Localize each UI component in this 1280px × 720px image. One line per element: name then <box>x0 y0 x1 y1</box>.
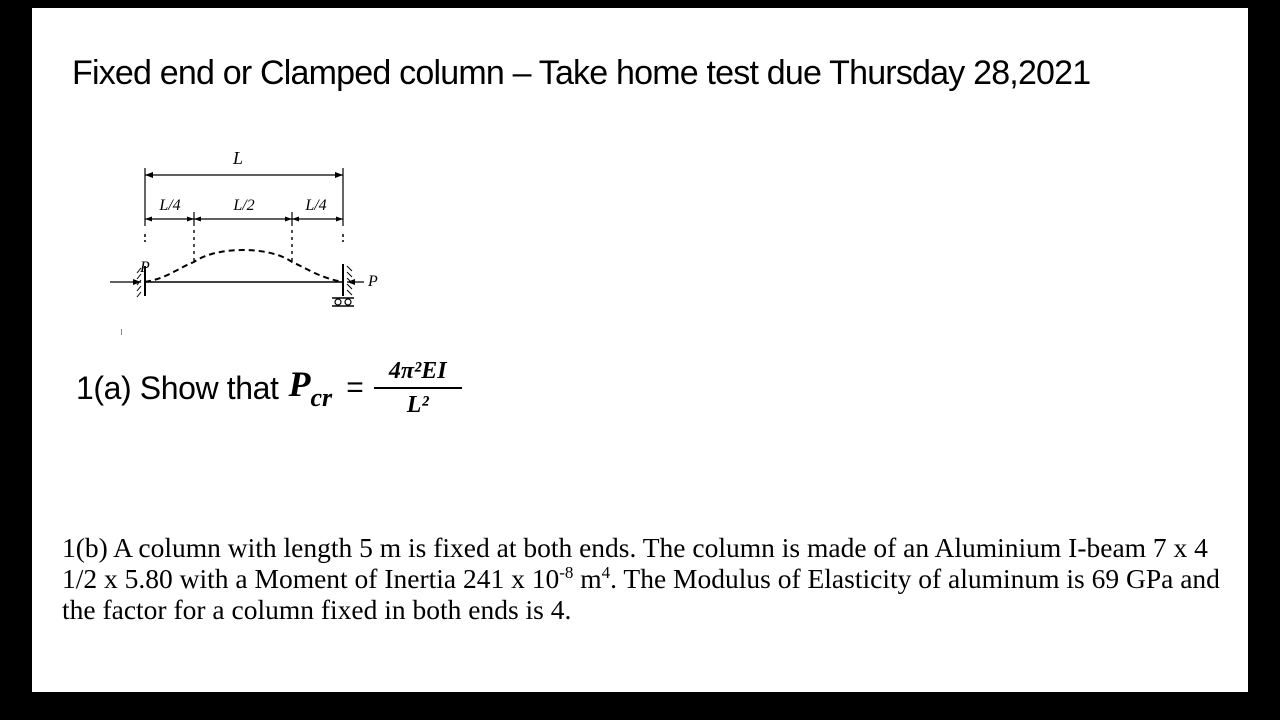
formula-numerator: 4π²EI <box>388 358 447 384</box>
question-1b-text-2: m <box>573 563 602 594</box>
load-label-left: P <box>140 259 150 276</box>
question-1a-text: 1(a) Show that <box>76 369 279 406</box>
slide-title: Fixed end or Clamped column – Take home test due Thursday 28,2021 <box>72 54 1091 92</box>
symbol-p: P <box>288 364 311 404</box>
unit-exponent: 4 <box>601 562 611 582</box>
critical-load-formula <box>374 359 462 417</box>
equals-sign: = <box>346 371 364 404</box>
question-1b-text-1: 1(b) A column with length 5 m is fixed at both ends. The column is made of an Aluminium I-beam 7 x 4 1/2 x 5.80 with a Moment of Inertia 241 x 10 <box>62 532 1208 594</box>
slide <box>32 8 1248 692</box>
question-1a <box>76 348 462 428</box>
formula-denominator: L² <box>406 392 429 418</box>
question-1b <box>62 532 1242 625</box>
stray-mark: ı <box>120 326 124 338</box>
inertia-exponent: -8 <box>559 562 574 582</box>
segment-label-left: L/4 <box>159 197 181 214</box>
critical-load-symbol <box>289 363 333 413</box>
fixed-column-diagram <box>98 144 398 314</box>
load-label-right: P <box>368 273 378 290</box>
question-1b-text-3: . The Modulus of Elasticity of aluminum is 69 GPa and the factor for a column fixed in both ends is 4. <box>62 563 1220 625</box>
segment-label-right: L/4 <box>305 197 327 214</box>
length-label: L <box>232 148 244 168</box>
segment-label-middle: L/2 <box>233 197 255 214</box>
symbol-subscript: cr <box>310 383 333 412</box>
